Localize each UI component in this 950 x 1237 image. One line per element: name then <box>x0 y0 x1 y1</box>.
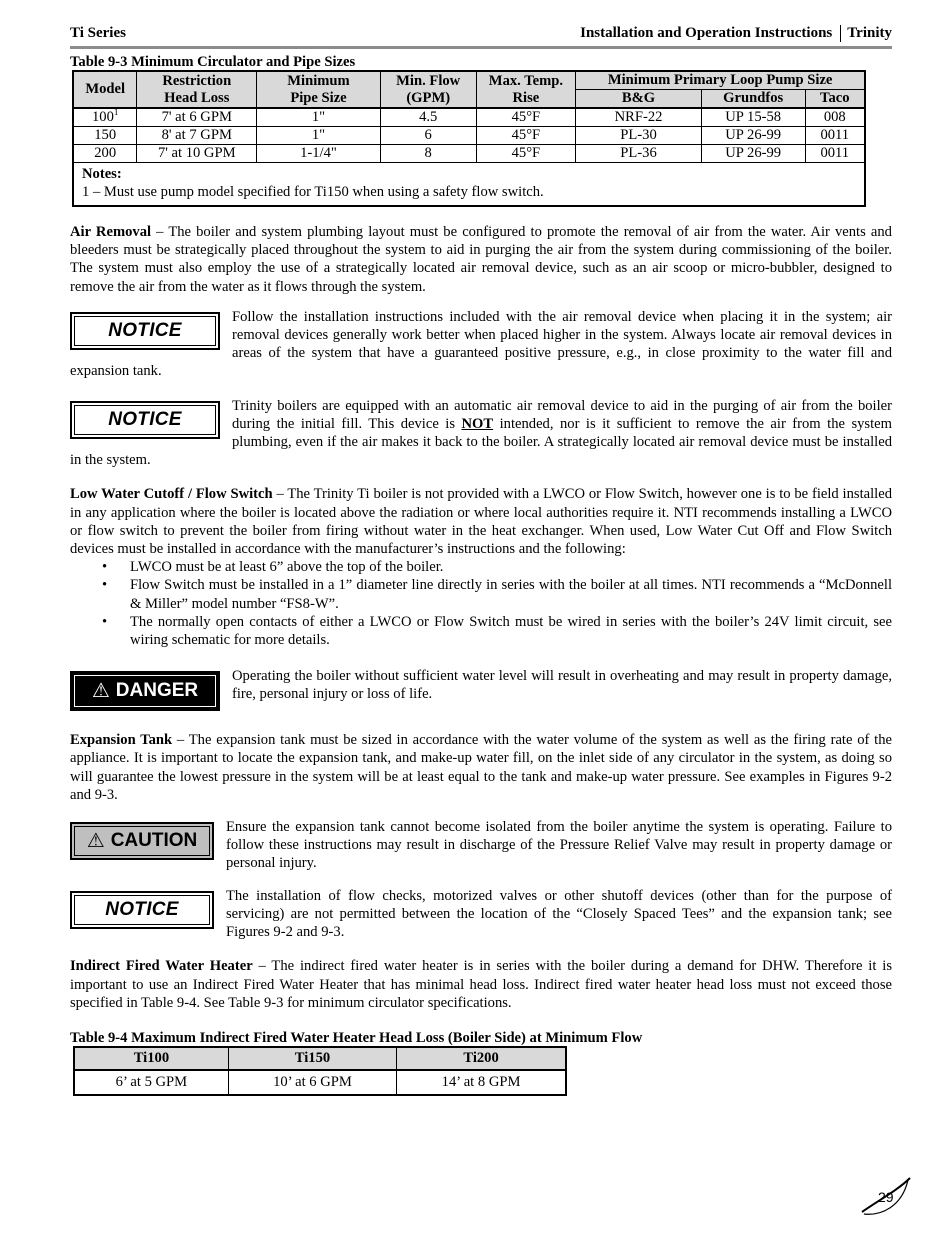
danger-callout <box>70 667 892 713</box>
table-row: 6’ at 5 GPM 10’ at 6 GPM 14’ at 8 GPM <box>74 1070 566 1095</box>
th-taco: Taco <box>805 90 865 109</box>
danger-text: Operating the boiler without sufficient water level will result in overheating and may result in property damage, fire, personal injury or loss of life. <box>232 668 892 703</box>
table-notes <box>73 163 865 207</box>
notice-badge: NOTICE <box>70 401 220 439</box>
page-header <box>70 22 892 42</box>
th-model: Model <box>73 71 137 108</box>
notes-title: Notes: <box>82 166 122 182</box>
th-max-temp: Max. Temp. Rise <box>476 71 576 108</box>
expansion-tank-paragraph: Expansion Tank – The expansion tank must be sized in accordance with the water volume of the system as well as the firing rate of the appliance. It is important to locate the expansion tank, and make-up water fill, on the inlet side of any circulator in the system, as doing so will guarantee the lowest pressure in the system will be at least equal to the tank and make-up water pressure. See examples in Figures 9-2 and 9-3. <box>70 732 893 803</box>
notice-badge: NOTICE <box>70 312 220 350</box>
notice-text: Trinity boilers are equipped with an automatic air removal device to aid in the purging of air from the boiler during the initial fill. This device is NOT intended, nor is it sufficient to remove the air from the system plumbing, even if the air makes it back to the boiler. A strategically located air removal device must be installed in the system. <box>70 397 892 469</box>
warning-triangle-icon: ⚠ <box>86 830 105 853</box>
page-number: 29 <box>858 1172 914 1218</box>
table-row: $100^1$ 7' at 6 GPM 1" 4.5 45°F NRF-22 UP 15-58 008 <box>73 108 865 127</box>
th-restriction: Restriction Head Loss <box>137 71 257 108</box>
warning-triangle-icon: ⚠ <box>91 680 110 703</box>
caution-badge: ⚠ CAUTION <box>70 822 214 860</box>
lwco-list <box>70 558 892 649</box>
header-rule <box>70 46 892 49</box>
note-1: 1 – Must use pump model specified for Ti150 when using a safety flow switch. <box>82 184 544 200</box>
th-bg: B&G <box>576 90 702 109</box>
caution-text: Ensure the expansion tank cannot become isolated from the boiler anytime the system is operating. Failure to follow these instructions may result in discharge of the Pressure Relief Valve may result in property damage or personal injury. <box>226 819 892 872</box>
list-item: • LWCO must be at least 6” above the top of the boiler. <box>130 558 892 576</box>
notice-auto-air <box>70 397 892 470</box>
th-min-pipe: Minimum Pipe Size <box>257 71 381 108</box>
caution-callout <box>70 818 892 873</box>
list-item: • Flow Switch must be installed in a 1” diameter line directly in series with the boiler at all times. NTI recommends a “McDonnell & Miller” model number “FS8-W”. <box>130 576 892 612</box>
air-removal-heading: Air Removal <box>70 224 152 240</box>
header-brand: Trinity <box>847 25 892 41</box>
th-pump-group: Minimum Primary Loop Pump Size <box>576 71 865 90</box>
lwco-heading: Low Water Cutoff / Flow Switch <box>70 486 273 503</box>
indirect-heater-paragraph: Indirect Fired Water Heater – The indirect fired water heater is in series with the boiler during a demand for DHW. Therefore it is important to use an Indirect Fired Water Heater that has minimal head loss. Indirect fired water heater head loss must not exceed those specified in Table 9-4. See Table 9-3 for minimum circulator specifications. <box>70 958 892 1011</box>
th-grundfos: Grundfos <box>701 90 805 109</box>
table-9-3 <box>72 70 866 207</box>
expansion-tank-heading: Expansion Tank <box>70 732 173 749</box>
notice-shutoff <box>70 887 892 942</box>
air-removal-paragraph: Air Removal – The boiler and system plumbing layout must be configured to promote the removal of air from the water. Air vents and bleeders must be strategically placed throughout the system to aid in purging the air from the system during commissioning of the boiler. The system must also employ the use of a strategically located air removal device, such as an air scoop or micro-bubbler, designed to remove the air from the water as it flows through the system. <box>70 224 892 295</box>
table-row: 200 7' at 10 GPM 1-1/4" 8 45°F PL-36 UP 26-99 0011 <box>73 145 865 163</box>
header-series: Ti Series <box>70 25 126 41</box>
notice-air-removal <box>70 308 892 381</box>
table-9-3-caption: Table 9-3 Minimum Circulator and Pipe Sizes <box>70 54 356 70</box>
table-row: 150 8' at 7 GPM 1" 6 45°F PL-30 UP 26-99 0011 <box>73 127 865 145</box>
header-title: Installation and Operation Instructions <box>580 25 833 41</box>
lwco-section <box>70 485 892 649</box>
th-ti200: Ti200 <box>397 1047 566 1070</box>
table-9-4 <box>73 1046 567 1096</box>
indirect-heater-heading: Indirect Fired Water Heater <box>70 958 253 975</box>
notice-text: The installation of flow checks, motorized valves or other shutoff devices (other than for the purpose of servicing) are not permitted between the location of the “Closely Spaced Tees” and the expansion tank; see Figures 9-2 and 9-3. <box>226 887 892 941</box>
table-9-4-caption: Table 9-4 Maximum Indirect Fired Water Heater Head Loss (Boiler Side) at Minimum Flow <box>70 1029 643 1046</box>
danger-badge: ⚠ DANGER <box>70 671 220 711</box>
list-item: • The normally open contacts of either a LWCO or Flow Switch must be wired in series with the boiler’s 24V limit circuit, see wiring schematic for more details. <box>130 613 892 649</box>
lwco-paragraph: Low Water Cutoff / Flow Switch – The Trinity Ti boiler is not provided with a LWCO or Flow Switch, however one is to be field installed in any application where the boiler is located above the radiation or where local authorities require it. NTI recommends installing a LWCO or flow switch to prevent the boiler from firing without water in the heat exchanger. When used, Low Water Cut Off and Flow Switch devices must be installed in accordance with the manufacturer’s instructions and the following: <box>70 486 892 558</box>
th-ti150: Ti150 <box>228 1047 396 1070</box>
header-divider <box>840 25 841 42</box>
page <box>70 22 892 1096</box>
th-ti100: Ti100 <box>74 1047 228 1070</box>
notice-text: Follow the installation instructions included with the air removal device when placing it in the system; air removal devices generally work better when placed higher in the system. Always locate air removal devices in areas of the system that have a guaranteed positive pressure, e.g., in close proximity to the water fill and expansion tank. <box>70 308 892 380</box>
th-min-flow: Min. Flow (GPM) <box>380 71 476 108</box>
notice-badge: NOTICE <box>70 891 214 929</box>
